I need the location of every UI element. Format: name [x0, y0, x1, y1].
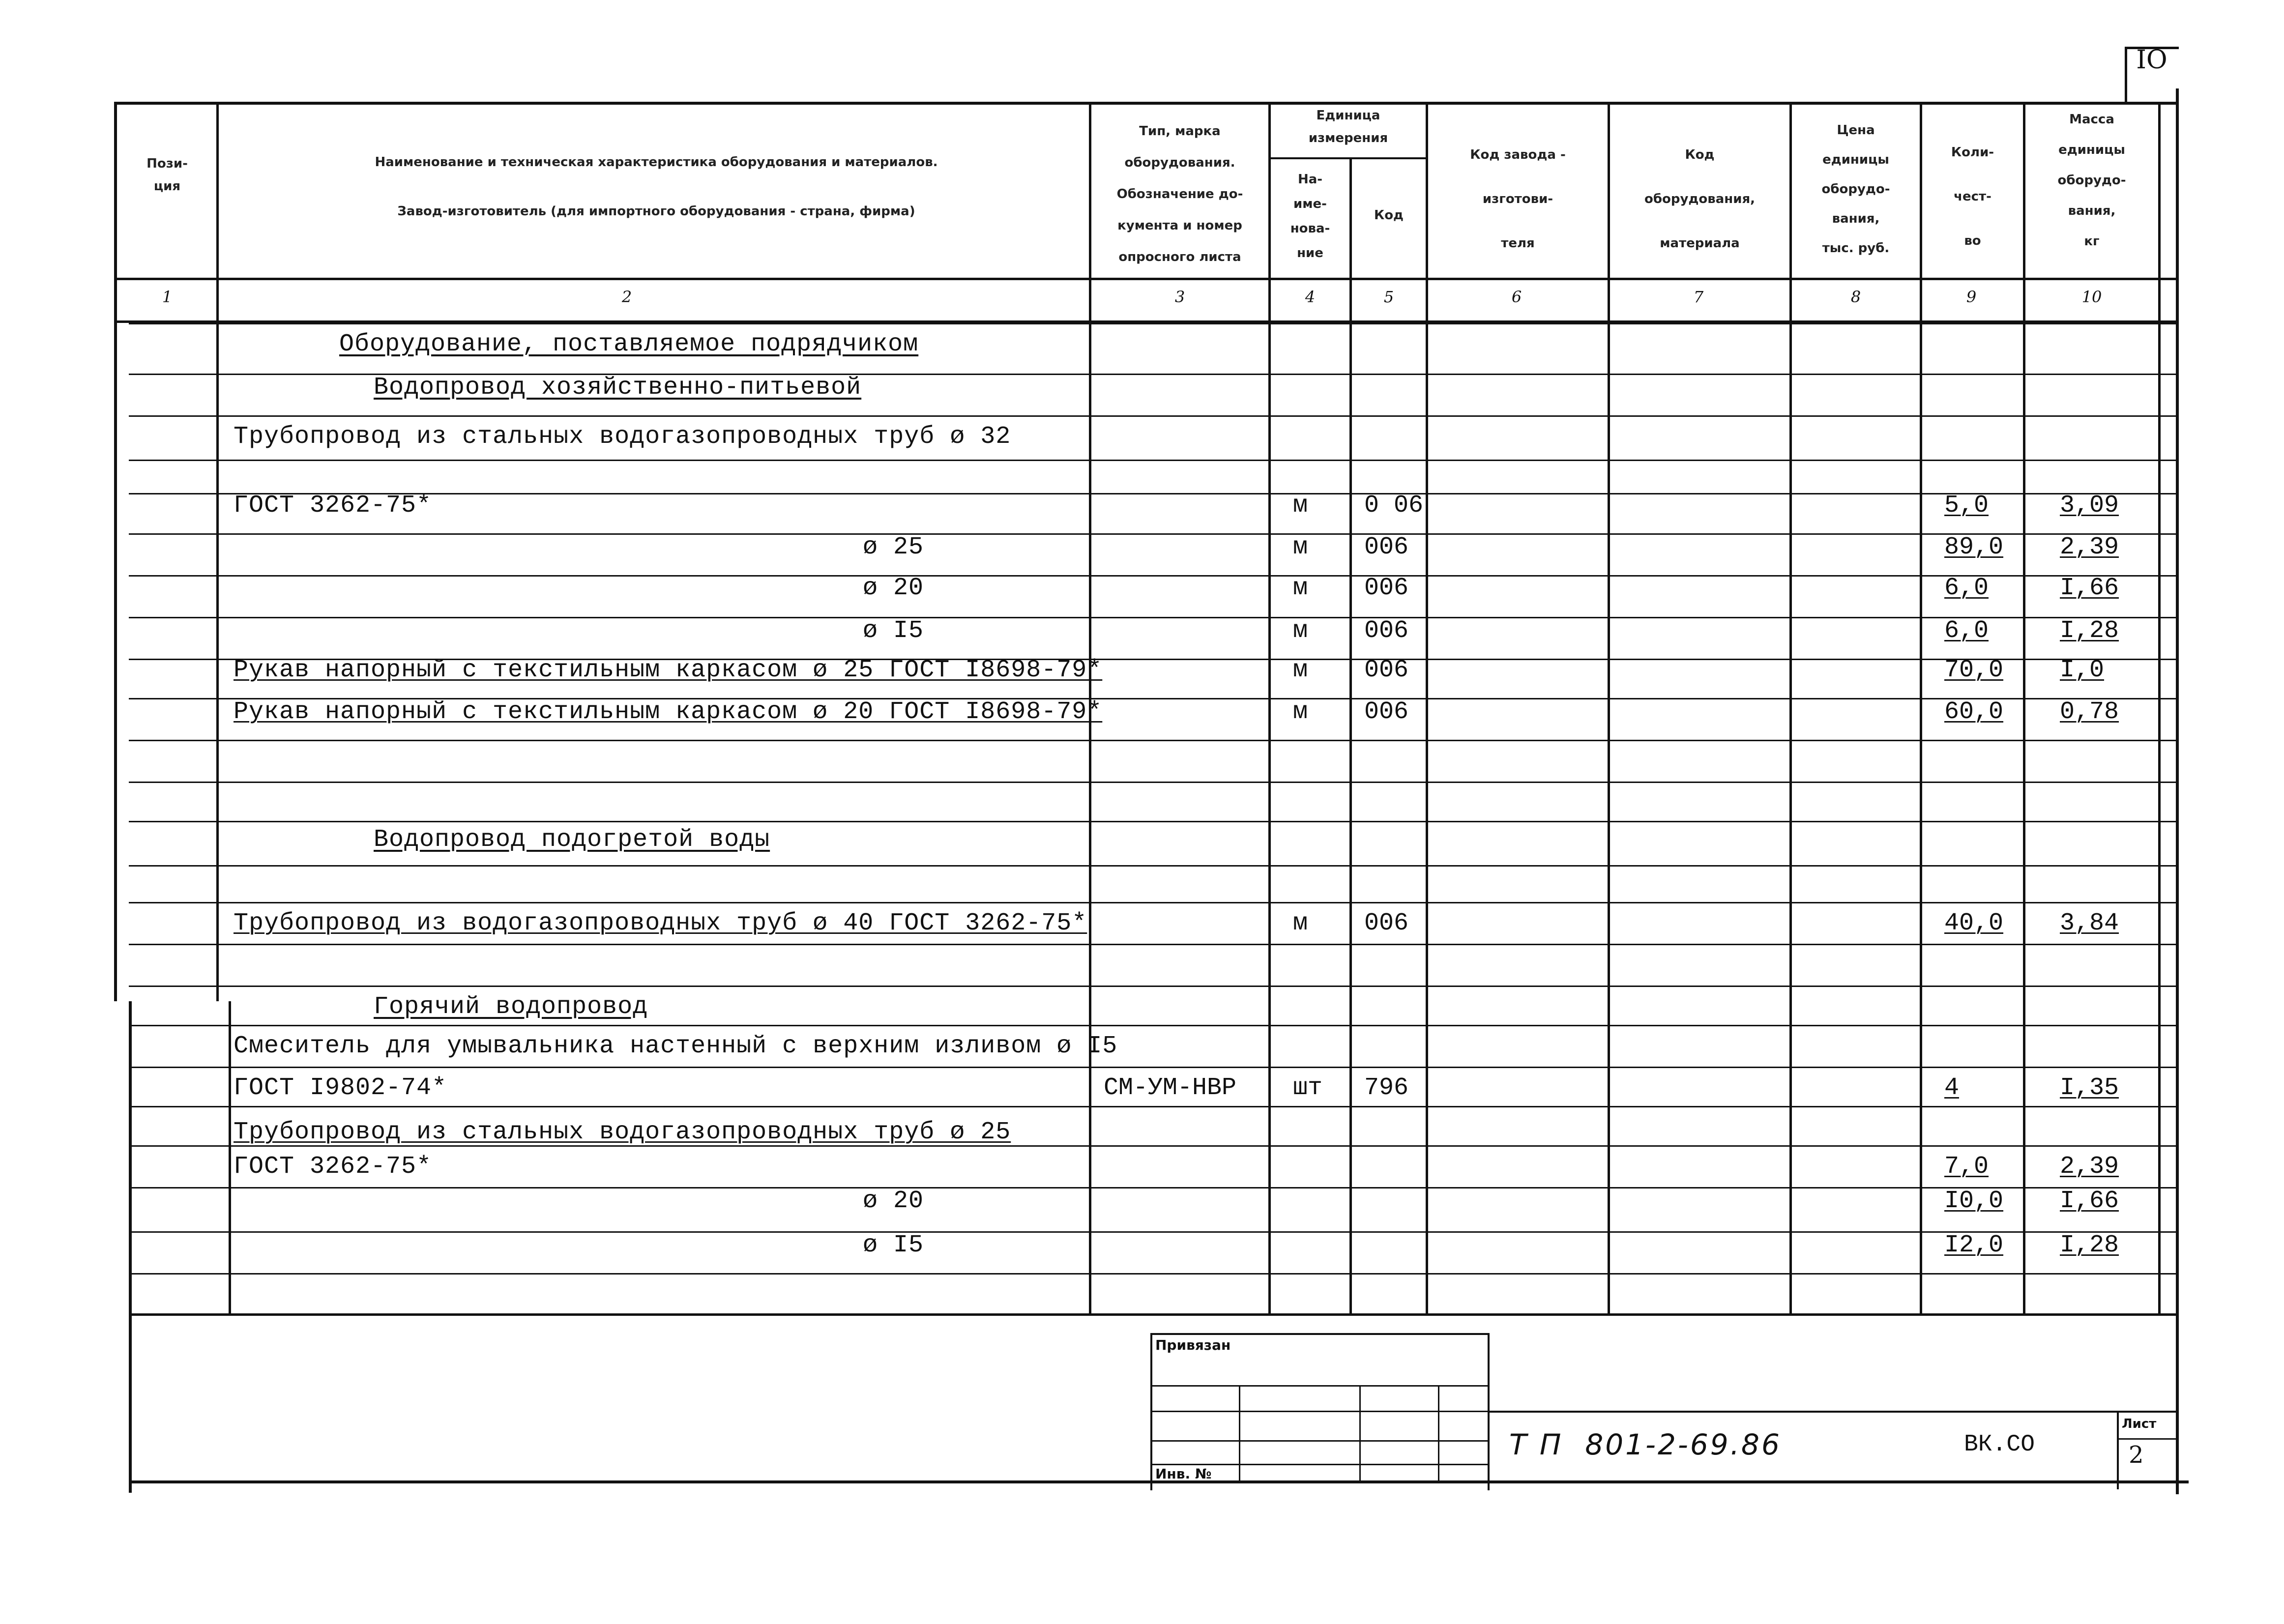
header-col3-line5: опросного листа [1118, 250, 1241, 264]
row-qty: 40,0 [1944, 909, 2004, 937]
row-name: Смеситель для умывальника настенный с верхним изливом ø I5 [234, 1032, 1118, 1060]
row-name: Трубопровод из стальных водогазопроводных труб ø 32 [234, 423, 1011, 451]
header-col8-line2: единицы [1822, 152, 1889, 167]
stamp-privyazan: Привязан [1155, 1337, 1231, 1353]
row-name: Рукав напорный с текстильным каркасом ø 20 ГОСТ I8698-79* [234, 698, 1103, 726]
row-mass: I,66 [2060, 1187, 2119, 1215]
row-name: ГОСТ 3262-75* [234, 492, 432, 520]
row-type: СМ-УМ-НВР [1104, 1074, 1237, 1102]
row-qty: 4 [1944, 1074, 1960, 1102]
header-col7-line3: материала [1660, 236, 1740, 251]
header-col10 [2025, 104, 2158, 257]
stamp-sheet-number: 2 [2129, 1441, 2144, 1469]
header-col6-line1: Код завода - [1470, 147, 1566, 162]
row-name: ø I5 [863, 617, 924, 645]
row-qty: 6,0 [1944, 617, 1989, 645]
colnum-8: 8 [1850, 288, 1861, 306]
header-col6-line3: теля [1501, 236, 1535, 251]
row-qty: 60,0 [1944, 698, 2004, 726]
row-unit: шт [1293, 1074, 1323, 1102]
row-name: ГОСТ I9802-74* [234, 1074, 447, 1102]
header-col6 [1431, 133, 1605, 265]
stamp-inv: Инв. № [1155, 1466, 1212, 1482]
colnum-9: 9 [1966, 288, 1977, 306]
row-unit: м [1293, 656, 1308, 684]
row-qty: I2,0 [1944, 1231, 2004, 1259]
header-col4 [1271, 167, 1349, 265]
colnum-3: 3 [1174, 288, 1185, 306]
row-unit: м [1293, 492, 1308, 520]
row-name: ø I5 [863, 1231, 924, 1259]
colnum-4: 4 [1305, 288, 1316, 306]
row-code: 006 [1364, 533, 1409, 561]
header-col8-line5: тыс. руб. [1822, 241, 1890, 256]
row-mass: 3,09 [2060, 492, 2119, 520]
header-col3-line2: оборудования. [1124, 155, 1235, 170]
row-mass: I,28 [2060, 1231, 2119, 1259]
colnum-7: 7 [1693, 288, 1704, 306]
row-qty: 7,0 [1944, 1153, 1989, 1181]
row-qty: 70,0 [1944, 656, 2004, 684]
row-qty: I0,0 [1944, 1187, 2004, 1215]
row-mass: 0,78 [2060, 698, 2119, 726]
row-name: ø 25 [863, 533, 924, 561]
header-col1-line1: Пози- [146, 156, 188, 171]
row-name: Оборудование, поставляемое подрядчиком [339, 330, 919, 358]
header-col3-line4: кумента и номер [1117, 218, 1242, 233]
header-col1-line2: ция [153, 179, 181, 194]
row-name: ø 20 [863, 1187, 924, 1215]
page-number: IO [2136, 45, 2167, 75]
header-col2-line1: Наименование и техническая характеристика оборудования и материалов. [375, 155, 938, 170]
header-col2-line2: Завод-изготовитель (для импортного оборудования - страна, фирма) [397, 204, 915, 219]
row-code: 006 [1364, 656, 1409, 684]
header-col9-line3: во [1964, 233, 1981, 248]
row-mass: I,35 [2060, 1074, 2119, 1102]
header-col10-line5: кг [2084, 234, 2100, 249]
row-code: 006 [1364, 909, 1409, 937]
header-col3 [1094, 116, 1266, 273]
header-col8 [1792, 116, 1920, 263]
colnum-5: 5 [1383, 288, 1394, 306]
row-name: ГОСТ 3262-75* [234, 1153, 432, 1181]
row-name: ø 20 [863, 574, 924, 602]
header-col7-line2: оборудования, [1644, 192, 1756, 206]
row-name: Горячий водопровод [374, 993, 648, 1021]
row-qty: 6,0 [1944, 574, 1989, 602]
header-col4-line3: нова- [1290, 221, 1330, 236]
header-col4-line2: име- [1293, 197, 1327, 211]
header-col7 [1612, 133, 1787, 265]
header-col9-line1: Коли- [1951, 145, 1994, 160]
header-col6-line2: изготови- [1482, 192, 1553, 206]
stamp-mark: ВК.СО [1964, 1431, 2035, 1458]
row-mass: I,28 [2060, 617, 2119, 645]
header-col1 [120, 152, 214, 198]
header-col10-line4: вания, [2068, 203, 2116, 218]
header-col5: Код [1374, 208, 1404, 223]
header-col2 [226, 138, 1086, 236]
header-col7-line1: Код [1685, 147, 1715, 162]
row-code: 0 06 [1364, 492, 1424, 520]
row-name: Водопровод хозяйственно-питьевой [374, 374, 862, 402]
header-col9-line2: чест- [1954, 189, 1991, 204]
row-name: Водопровод подогретой воды [374, 826, 770, 854]
header-col3-line1: Тип, марка [1139, 124, 1221, 139]
header-col10-line1: Масса [2069, 112, 2114, 127]
header-col3-line3: Обозначение до- [1116, 187, 1243, 202]
row-qty: 5,0 [1944, 492, 1989, 520]
row-mass: 2,39 [2060, 1153, 2119, 1181]
row-unit: м [1293, 698, 1308, 726]
row-qty: 89,0 [1944, 533, 2004, 561]
row-name: Трубопровод из водогазопроводных труб ø 40 ГОСТ 3262-75* [234, 909, 1087, 937]
header-col8-line4: вания, [1832, 211, 1880, 226]
row-mass: I,0 [2060, 656, 2105, 684]
row-name: Трубопровод из стальных водогазопроводных труб ø 25 [234, 1118, 1011, 1146]
header-col4-line4: ние [1297, 246, 1323, 261]
row-unit: м [1293, 574, 1308, 602]
stamp-doc-code: Т П 801-2-69.86 [1509, 1428, 1782, 1461]
row-unit: м [1293, 617, 1308, 645]
header-col8-line1: Цена [1837, 123, 1875, 138]
colnum-2: 2 [621, 288, 632, 306]
row-code: 796 [1364, 1074, 1409, 1102]
colnum-6: 6 [1511, 288, 1522, 306]
row-unit: м [1293, 533, 1308, 561]
colnum-10: 10 [2081, 288, 2102, 306]
row-mass: 2,39 [2060, 533, 2119, 561]
row-code: 006 [1364, 698, 1409, 726]
header-col4-line1: На- [1297, 172, 1323, 187]
colnum-1: 1 [162, 288, 173, 306]
header-unit-line2: измерения [1308, 131, 1388, 145]
row-mass: I,66 [2060, 574, 2119, 602]
row-code: 006 [1364, 617, 1409, 645]
row-mass: 3,84 [2060, 909, 2119, 937]
header-unit-group [1273, 104, 1423, 149]
row-code: 006 [1364, 574, 1409, 602]
row-unit: м [1293, 909, 1308, 937]
header-col10-line2: единицы [2058, 143, 2125, 157]
row-name: Рукав напорный с текстильным каркасом ø 25 ГОСТ I8698-79* [234, 656, 1103, 684]
header-col8-line3: оборудо- [1821, 182, 1890, 197]
header-unit-line1: Единица [1316, 108, 1380, 123]
stamp-sheet-label: Лист [2122, 1417, 2157, 1431]
header-col9 [1922, 130, 2023, 263]
header-col10-line3: оборудо- [2057, 173, 2126, 188]
